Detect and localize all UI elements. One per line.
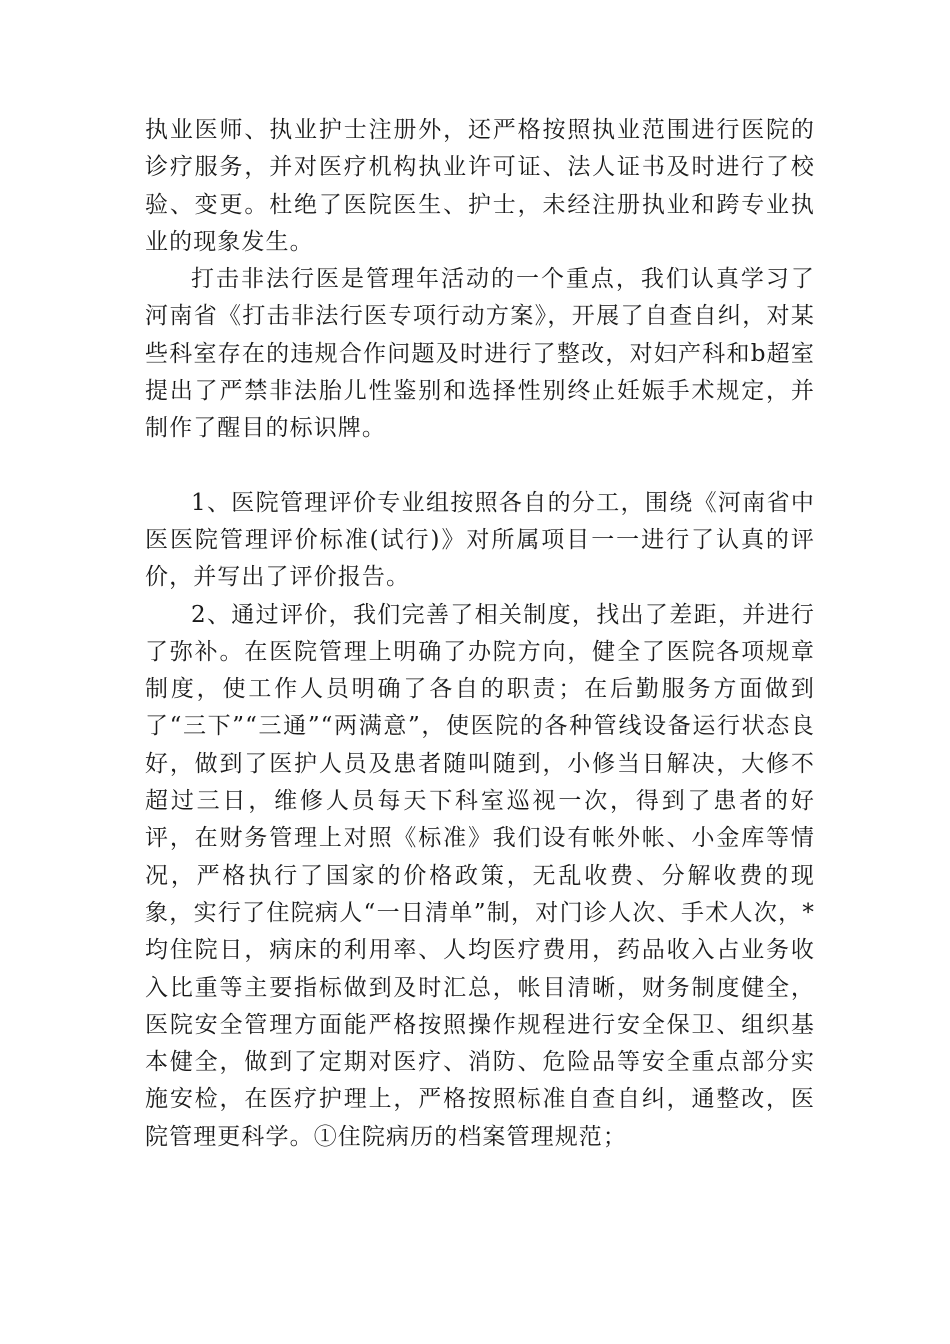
paragraph-evaluation-1: 1、医院管理评价专业组按照各自的分工，围绕《河南省中医医院管理评价标准(试行)》对所属项目一一进行了认真的评价，并写出了评价报告。	[145, 489, 815, 591]
document-body	[145, 112, 815, 1156]
paragraph-illegal-practice: 打击非法行医是管理年活动的一个重点，我们认真学习了河南省《打击非法行医专项行动方案》，开展了自查自纠，对某些科室存在的违规合作问题及时进行了整改，对妇产科和b超室提出了严禁非法胎儿性鉴别和选择性别终止妊娠手术规定，并制作了醒目的标识牌。	[145, 266, 815, 442]
paragraph-evaluation-2: 2、通过评价，我们完善了相关制度，找出了差距，并进行了弥补。在医院管理上明确了办院方向，健全了医院各项规章制度，使工作人员明确了各自的职责；在后勤服务方面做到了“三下”“三通”“两满意”，使医院的各种管线设备运行状态良好，做到了医护人员及患者随叫随到，小修当日解决，大修不超过三日，维修人员每天下科室巡视一次，得到了患者的好评，在财务管理上对照《标准》我们设有帐外帐、小金库等情况，严格执行了国家的价格政策，无乱收费、分解收费的现象，实行了住院病人“一日清单”制，对门诊人次、手术人次，*均住院日，病床的利用率、人均医疗费用，药品收入占业务收入比重等主要指标做到及时汇总，帐目清晰，财务制度健全，医院安全管理方面能严格按照操作规程进行安全保卫、组织基本健全，做到了定期对医疗、消防、危险品等安全重点部分实施安检，在医疗护理上，严格按照标准自查自纠，通整改，医院管理更科学。①住院病历的档案管理规范；	[145, 601, 815, 1150]
paragraph-registration: 执业医师、执业护士注册外，还严格按照执业范围进行医院的诊疗服务，并对医疗机构执业许可证、法人证书及时进行了校验、变更。杜绝了医院医生、护士，未经注册执业和跨专业执业的现象发生。	[145, 117, 815, 255]
paragraph-spacer	[145, 448, 815, 485]
